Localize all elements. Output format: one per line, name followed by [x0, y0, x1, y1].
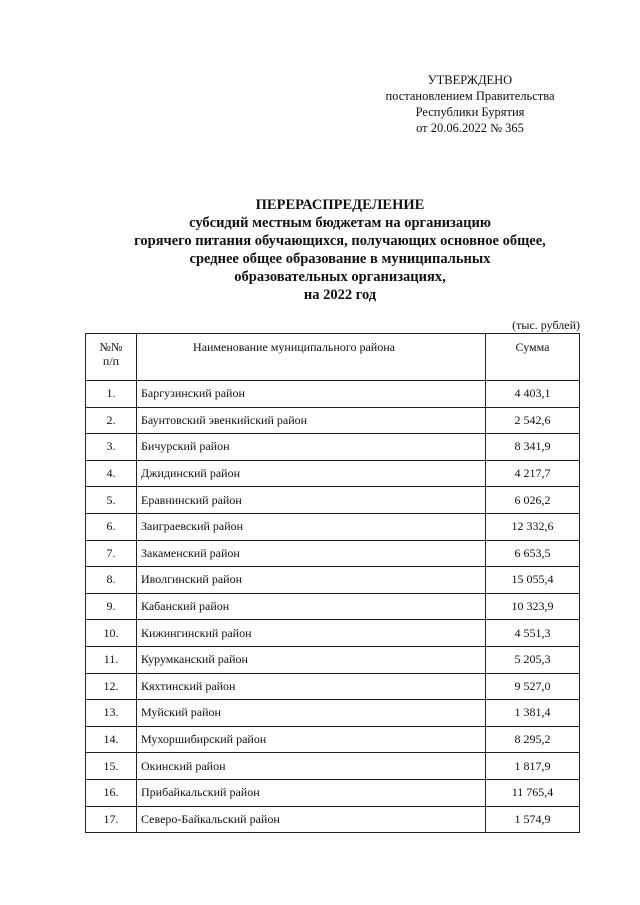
row-district-name: Кабанский район: [137, 593, 486, 620]
row-district-name: Заиграевский район: [137, 513, 486, 540]
row-number: 1.: [86, 381, 137, 408]
row-district-name: Иволгинский район: [137, 567, 486, 594]
table-row: [86, 593, 580, 620]
row-district-name: Кяхтинский район: [137, 673, 486, 700]
row-number: 7.: [86, 540, 137, 567]
table-row: [86, 646, 580, 673]
table-row: [86, 673, 580, 700]
row-sum: 5 205,3: [486, 646, 580, 673]
table-row: [86, 726, 580, 753]
row-sum: 12 332,6: [486, 513, 580, 540]
row-sum: 15 055,4: [486, 567, 580, 594]
table-row: [86, 540, 580, 567]
approval-line-resolution: постановлением Правительства: [385, 89, 555, 103]
row-number: 9.: [86, 593, 137, 620]
table-header-row: [86, 334, 580, 381]
row-number: 8.: [86, 567, 137, 594]
approval-line-date-number: от 20.06.2022 № 365: [416, 121, 524, 135]
row-number: 10.: [86, 620, 137, 647]
header-number: [86, 334, 137, 381]
subsidy-table: [85, 333, 580, 833]
row-district-name: Окинский район: [137, 753, 486, 780]
row-number: 16.: [86, 779, 137, 806]
row-number: 3.: [86, 434, 137, 461]
table-row: [86, 567, 580, 594]
row-sum: 4 403,1: [486, 381, 580, 408]
row-sum: 1 817,9: [486, 753, 580, 780]
row-district-name: Северо-Байкальский район: [137, 806, 486, 833]
approval-line-approved: УТВЕРЖДЕНО: [427, 73, 513, 87]
table-row: [86, 700, 580, 727]
row-number: 17.: [86, 806, 137, 833]
table-row: [86, 460, 580, 487]
table-row: [86, 487, 580, 514]
row-number: 6.: [86, 513, 137, 540]
row-sum: 1 381,4: [486, 700, 580, 727]
row-sum: 10 323,9: [486, 593, 580, 620]
row-district-name: Курумканский район: [137, 646, 486, 673]
row-number: 4.: [86, 460, 137, 487]
row-sum: 1 574,9: [486, 806, 580, 833]
row-number: 14.: [86, 726, 137, 753]
approval-line-republic: Республики Бурятия: [415, 105, 525, 119]
row-district-name: Закаменский район: [137, 540, 486, 567]
table-row: [86, 407, 580, 434]
row-district-name: Баунтовский эвенкийский район: [137, 407, 486, 434]
row-number: 11.: [86, 646, 137, 673]
title-line-6: на 2022 год: [303, 287, 377, 303]
row-sum: 8 341,9: [486, 434, 580, 461]
table-row: [86, 381, 580, 408]
header-number-line-2: п/п: [102, 354, 120, 368]
table-body: [86, 381, 580, 833]
row-sum: 8 295,2: [486, 726, 580, 753]
row-number: 15.: [86, 753, 137, 780]
row-sum: 11 765,4: [486, 779, 580, 806]
row-number: 13.: [86, 700, 137, 727]
units-note: (тыс. рублей): [512, 318, 580, 332]
table-row: [86, 513, 580, 540]
row-district-name: Баргузинский район: [137, 381, 486, 408]
row-district-name: Еравнинский район: [137, 487, 486, 514]
approval-stamp: [370, 72, 570, 136]
row-district-name: Бичурский район: [137, 434, 486, 461]
row-district-name: Мухоршибирский район: [137, 726, 486, 753]
row-sum: 4 217,7: [486, 460, 580, 487]
header-number-line-1: №№: [99, 340, 123, 354]
title-line-3: горячего питания обучающихся, получающих основное общее,: [134, 233, 546, 249]
table-row: [86, 779, 580, 806]
table-row: [86, 753, 580, 780]
row-sum: 2 542,6: [486, 407, 580, 434]
row-number: 5.: [86, 487, 137, 514]
row-district-name: Джидинский район: [137, 460, 486, 487]
row-district-name: Муйский район: [137, 700, 486, 727]
row-number: 12.: [86, 673, 137, 700]
row-number: 2.: [86, 407, 137, 434]
header-district-name: Наименование муниципального района: [137, 334, 486, 381]
document-title: [60, 196, 620, 304]
title-line-4: среднее общее образование в муниципальных: [189, 251, 491, 267]
title-line-5: образовательных организациях,: [234, 269, 446, 285]
title-line-1: ПЕРЕРАСПРЕДЕЛЕНИЕ: [255, 197, 425, 213]
table-row: [86, 434, 580, 461]
row-sum: 6 026,2: [486, 487, 580, 514]
row-district-name: Прибайкальский район: [137, 779, 486, 806]
row-sum: 4 551,3: [486, 620, 580, 647]
title-line-2: субсидий местным бюджетам на организацию: [189, 215, 491, 231]
row-district-name: Кижингинский район: [137, 620, 486, 647]
row-sum: 9 527,0: [486, 673, 580, 700]
table-row: [86, 620, 580, 647]
row-sum: 6 653,5: [486, 540, 580, 567]
header-sum: Сумма: [486, 334, 580, 381]
table-row: [86, 806, 580, 833]
